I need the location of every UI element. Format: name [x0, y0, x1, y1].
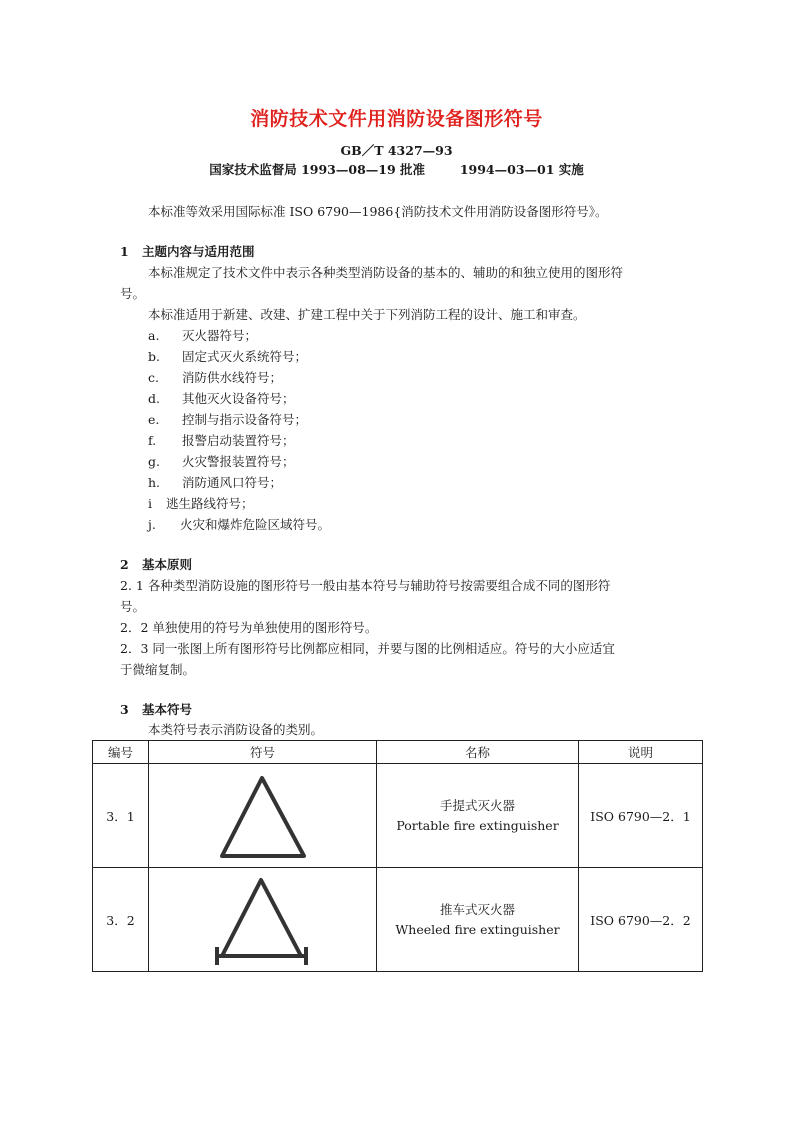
cell-symbol — [149, 868, 377, 972]
name-english: Wheeled fire extinguisher — [395, 921, 560, 937]
cell-name — [377, 764, 579, 868]
name-chinese: 手提式灭火器 — [439, 797, 515, 813]
name-chinese: 推车式灭火器 — [439, 901, 515, 917]
cell-number: 3．1 — [93, 764, 149, 868]
section-3-title: 基本符号 — [142, 702, 193, 717]
symbols-table — [92, 740, 703, 972]
list-item: d. 其他灭火设备符号； — [148, 391, 295, 406]
section-3-intro: 本类符号表示消防设备的类别。 — [148, 722, 324, 737]
section-3-heading — [120, 699, 192, 720]
column-header-note: 说明 — [579, 741, 703, 764]
table-header-row — [93, 741, 703, 764]
cell-note: ISO 6790—2．2 — [579, 868, 703, 972]
list-item: c. 消防供水线符号； — [148, 370, 283, 385]
name-english: Portable fire extinguisher — [396, 817, 559, 833]
list-item: g. 火灾警报装置符号； — [148, 454, 295, 469]
list-item: f. 报警启动装置符号； — [148, 433, 295, 448]
table-row — [93, 764, 703, 868]
section-1-number: 1 — [120, 244, 129, 259]
section-2-heading — [120, 554, 192, 575]
section-1-heading — [120, 241, 255, 262]
approval-line: 国家技术监督局 1993—08—19 批准 1994—03—01 实施 — [209, 162, 584, 177]
list-item: e. 控制与指示设备符号； — [148, 412, 308, 427]
cell-number: 3．2 — [93, 868, 149, 972]
list-item: b. 固定式灭火系统符号； — [148, 349, 308, 364]
wheeled-triangle-icon — [208, 872, 318, 967]
standard-code: GB／T 4327—93 — [340, 143, 453, 158]
column-header-symbol: 符号 — [149, 741, 377, 764]
list-item: a. 灭火器符号； — [148, 328, 258, 343]
cell-note: ISO 6790—2．1 — [579, 764, 703, 868]
section-1-paragraph-1-line-2: 号。 — [120, 286, 146, 301]
list-item: i 逃生路线符号； — [148, 496, 254, 511]
cell-name — [377, 868, 579, 972]
list-item: j. 火灾和爆炸危险区域符号。 — [148, 517, 331, 532]
section-1-paragraph-2: 本标准适用于新建、改建、扩建工程中关于下列消防工程的设计、施工和审查。 — [148, 307, 586, 322]
section-1-title: 主题内容与适用范围 — [142, 244, 255, 259]
section-3-number: 3 — [120, 702, 129, 717]
column-header-name: 名称 — [377, 741, 579, 764]
list-item: h. 消防通风口符号； — [148, 475, 283, 490]
triangle-icon — [208, 768, 318, 863]
section-2-number: 2 — [120, 557, 129, 572]
intro-paragraph: 本标准等效采用国际标准 ISO 6790—1986{消防技术文件用消防设备图形符号》。 — [148, 204, 608, 219]
clause-2-1-line-1: 2. 1 各种类型消防设施的图形符号一般由基本符号与辅助符号按需要组合成不同的图形符 — [120, 578, 611, 593]
document-title: 消防技术文件用消防设备图形符号 — [250, 108, 543, 130]
clause-2-3-line-1: 2．3 同一张图上所有图形符号比例都应相同，并要与图的比例相适应。符号的大小应适宜 — [120, 641, 615, 656]
section-2-title: 基本原则 — [142, 557, 193, 572]
table-row — [93, 868, 703, 972]
clause-2-2: 2．2 单独使用的符号为单独使用的图形符号。 — [120, 620, 378, 635]
section-1-paragraph-1-line-1: 本标准规定了技术文件中表示各种类型消防设备的基本的、辅助的和独立使用的图形符 — [148, 265, 624, 280]
clause-2-1-line-2: 号。 — [120, 599, 146, 614]
cell-symbol — [149, 764, 377, 868]
clause-2-3-line-2: 于微缩复制。 — [120, 662, 196, 677]
column-header-number: 编号 — [93, 741, 149, 764]
